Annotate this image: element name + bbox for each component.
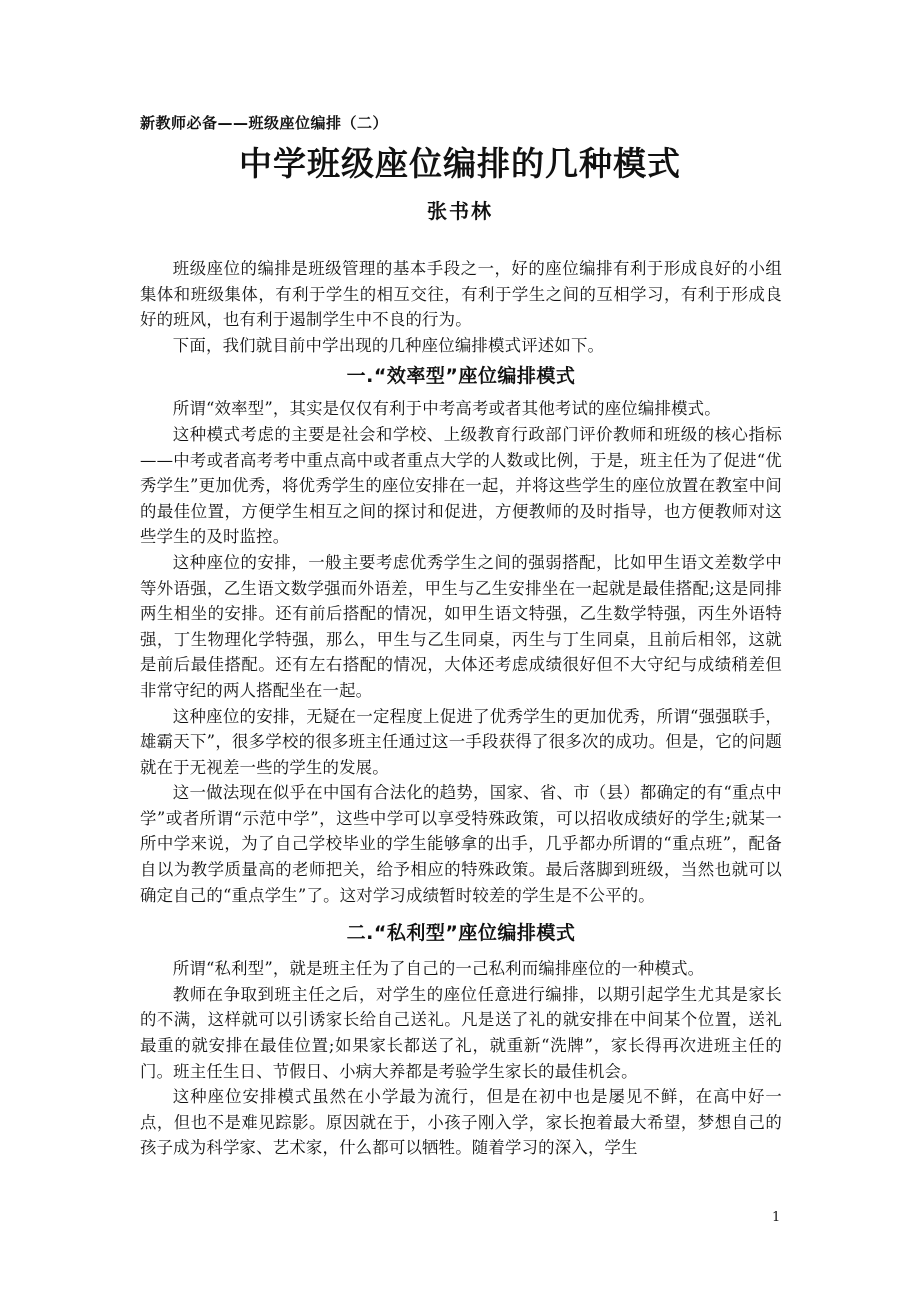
author-name: 张书林 [427,199,493,223]
body-paragraph: 教师在争取到班主任之后，对学生的座位任意进行编排，以期引起学生尤其是家长的不满，这样就可以引诱家长给自己送礼。凡是送了礼的就安排在中间某个位置，送礼最重的就安排在最佳位置;如果家长都送了礼，就重新“洗牌”，家长得再次进班主任的门。班主任生日、节假日、小病大养都是考验学生家长的最佳机会。 [140,984,782,1081]
body-paragraph: 这一做法现在似乎在中国有合法化的趋势，国家、省、市（县）都确定的有“重点中学”或者所谓“示范中学”，这些中学可以享受特殊政策，可以招收成绩好的学生;就某一所中学来说，为了自己学校毕业的学生能够拿的出手，几乎都办所谓的“重点班”，配备自以为教学质量高的老师把关，给予相应的特殊政策。最后落脚到班级，当然也就可以确定自己的“重点学生”了。这对学习成绩暂时较差的学生是不公平的。 [140,783,782,905]
series-title: 新教师必备——班级座位编排（二） [140,114,389,132]
body-paragraph: 所谓“效率型”，其实是仅仅有利于中考高考或者其他考试的座位编排模式。 [172,399,721,419]
body-paragraph: 这种模式考虑的主要是社会和学校、上级教育行政部门评价教师和班级的核心指标——中考或者高考考中重点高中或者重点大学的人数或比例，于是，班主任为了促进“优秀学生”更加优秀，将优秀学生的座位安排在一起，并将这些学生的座位放置在教室中间的最佳位置，方便学生相互之间的探讨和促进，方便教师的及时指导，也方便教师对这些学生的及时监控。 [140,424,782,547]
body-paragraph: 这种座位的安排，一般主要考虑优秀学生之间的强弱搭配，比如甲生语文差数学中等外语强，乙生语文数学强而外语差，甲生与乙生安排坐在一起就是最佳搭配;这是同排两生相坐的安排。还有前后搭配的情况，如甲生语文特强，乙生数学特强，丙生外语特强，丁生物理化学特强，那么，甲生与乙生同桌，丙生与丁生同桌，且前后相邻，这就是前后最佳搭配。还有左右搭配的情况，大体还考虑成绩很好但不大守纪与成绩稍差但非常守纪的两人搭配坐在一起。 [140,552,782,700]
intro-paragraph: 班级座位的编排是班级管理的基本手段之一，好的座位编排有利于形成良好的小组集体和班级集体，有利于学生的相互交往，有利于学生之间的互相学习，有利于形成良好的班风，也有利于遏制学生中不良的行为。 [140,259,782,330]
document-body [140,256,782,1161]
body-paragraph: 这种座位的安排，无疑在一定程度上促进了优秀学生的更加优秀，所谓“强强联手，雄霸天下”，很多学校的很多班主任通过这一手段获得了很多次的成功。但是，它的问题就在于无视差一些的学生的发展。 [140,706,782,777]
intro-paragraph: 下面，我们就目前中学出现的几种座位编排模式评述如下。 [172,335,605,355]
body-paragraph: 这种座位安排模式虽然在小学最为流行，但是在初中也是屡见不鲜，在高中好一点，但也不是难见踪影。原因就在于，小孩子刚入学，家长抱着最大希望，梦想自己的孩子成为科学家、艺术家，什么都可以牺牲。随着学习的深入，学生 [140,1087,782,1158]
section-heading: 一.“效率型”座位编排模式 [346,365,576,388]
body-paragraph: 所谓“私利型”，就是班主任为了自己的一己私利而编排座位的一种模式。 [172,959,705,979]
document-title: 中学班级座位编排的几种模式 [239,144,681,183]
section-heading: 二.“私利型”座位编排模式 [346,922,576,945]
page-number: 1 [772,1210,781,1225]
